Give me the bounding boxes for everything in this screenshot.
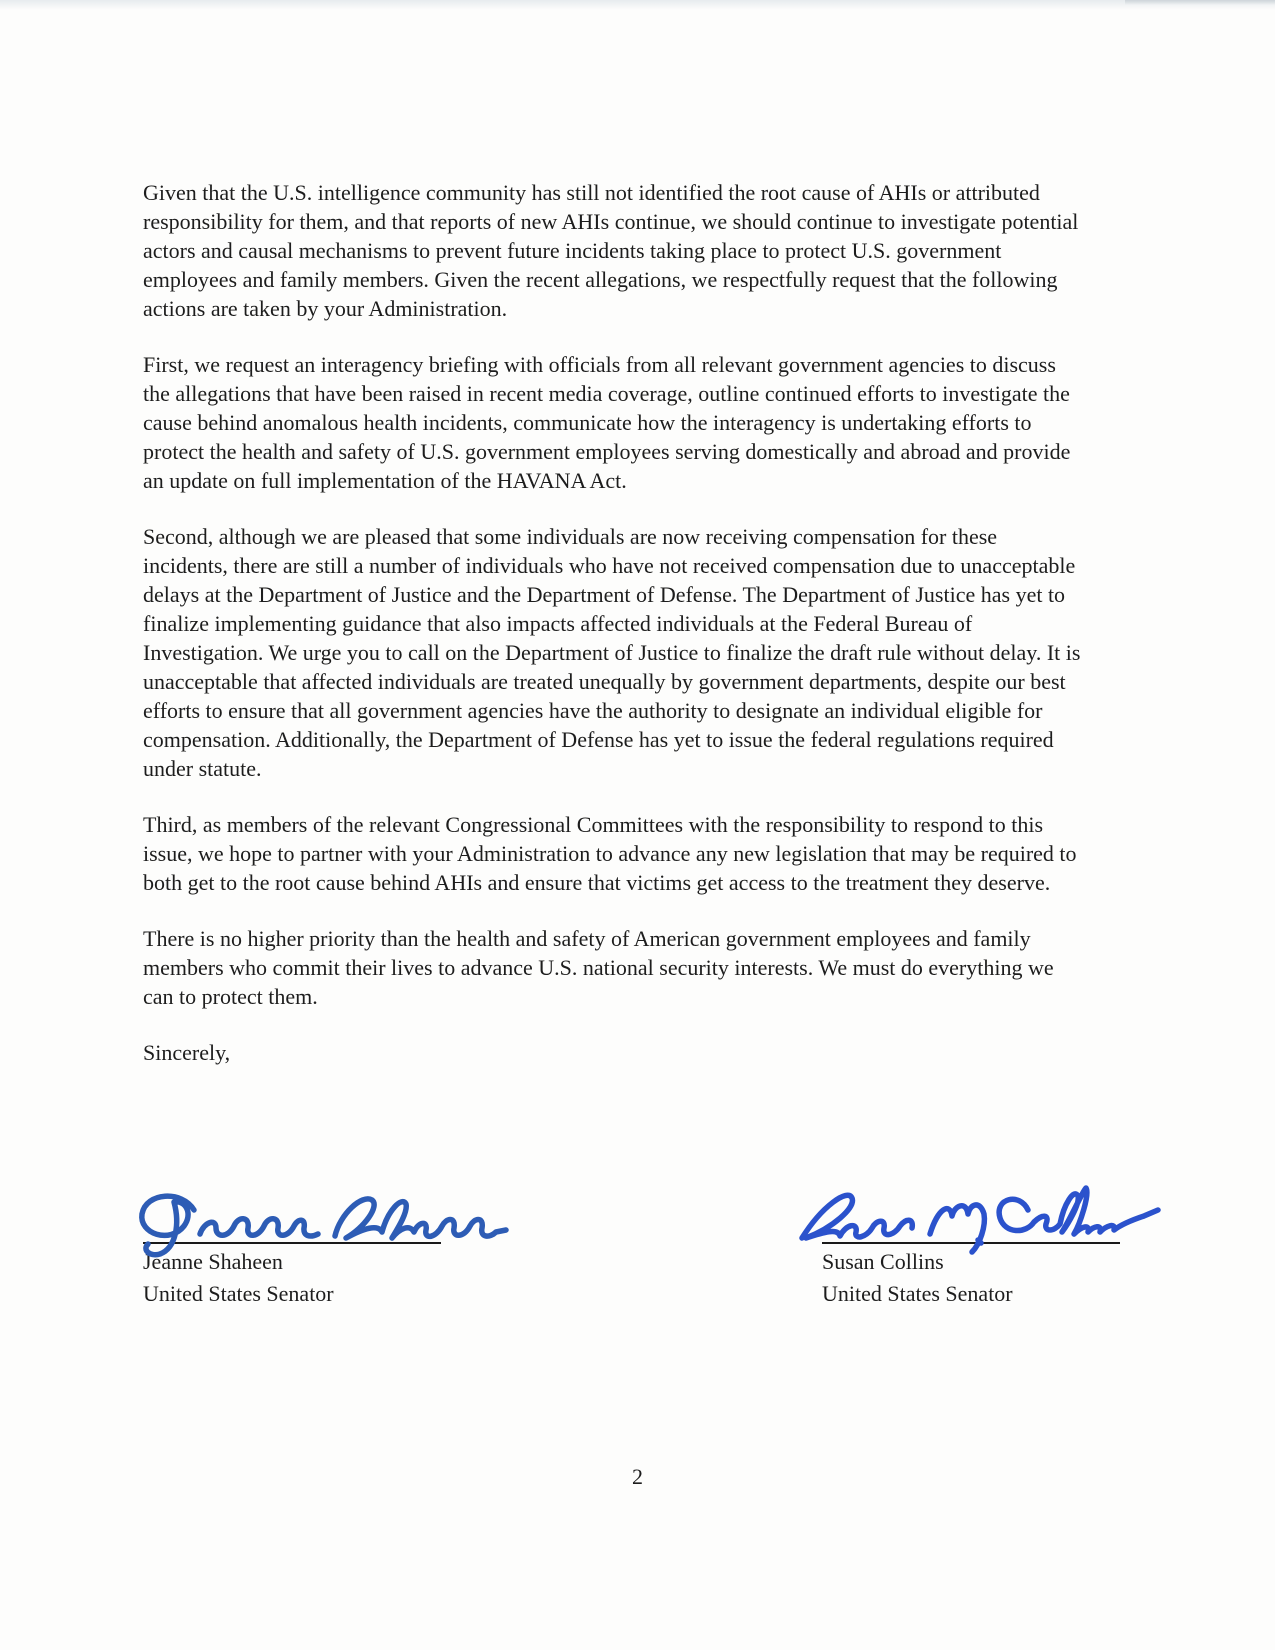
signature-section: [143, 1136, 1173, 1326]
paragraph-third-request: Third, as members of the relevant Congressional Committees with the responsibility to respond to this issue, we hope to partner with your Administration to advance any new legislation that may be required to both get to the root cause behind AHIs and ensure that victims get access to the treatment they deserve.: [143, 812, 1077, 895]
susan-collins-signature-icon: [822, 1136, 1172, 1242]
letter-body: [143, 178, 1083, 1067]
scan-artifact-top-right-smudge: [1125, 0, 1275, 5]
closing-salutation: Sincerely,: [143, 1040, 231, 1065]
scan-artifact-top-edge: [0, 0, 1275, 10]
signatory-name: Susan Collins: [822, 1249, 944, 1274]
signatory-name: Jeanne Shaheen: [143, 1249, 283, 1274]
paragraph-root-cause: Given that the U.S. intelligence community has still not identified the root cause of AHIs or attributed responsibility for them, and that reports of new AHIs continue, we should continue to investigate potential actors and causal mechanisms to prevent future incidents taking place to protect U.S. government employees and family members. Given the recent allegations, we respectfully request that the following actions are taken by your Administration.: [143, 180, 1079, 321]
paragraph-second-request: Second, although we are pleased that some individuals are now receiving compensation for these incidents, there are still a number of individuals who have not received compensation due to unacceptable delays at the Department of Justice and the Department of Defense. The Department of Justice has yet to finalize implementing guidance that also impacts affected individuals at the Federal Bureau of Investigation. We urge you to call on the Department of Justice to finalize the draft rule without delay. It is unacceptable that affected individuals are treated unequally by government departments, despite our best efforts to ensure that all government agencies have the authority to designate an individual eligible for compensation. Additionally, the Department of Defense has yet to issue the federal regulations required under statute.: [143, 524, 1081, 781]
signature-block-susan-collins: [822, 1136, 1172, 1308]
signatory-title: United States Senator: [822, 1281, 1013, 1306]
jeanne-shaheen-signature-icon: [143, 1136, 583, 1242]
paragraph-first-request: First, we request an interagency briefing with officials from all relevant government agencies to discuss the allegations that have been raised in recent media coverage, outline continued efforts to investigate the cause behind anomalous health incidents, communicate how the interagency is undertaking efforts to protect the health and safety of U.S. government employees serving domestically and abroad and provide an update on full implementation of the HAVANA Act.: [143, 352, 1071, 493]
paragraph-priority: There is no higher priority than the health and safety of American government employees and family members who commit their lives to advance U.S. national security interests. We must do everything we can to protect them.: [143, 926, 1054, 1009]
page-number: 2: [632, 1464, 643, 1489]
signature-block-jeanne-shaheen: [143, 1136, 583, 1308]
signatory-title: United States Senator: [143, 1281, 334, 1306]
